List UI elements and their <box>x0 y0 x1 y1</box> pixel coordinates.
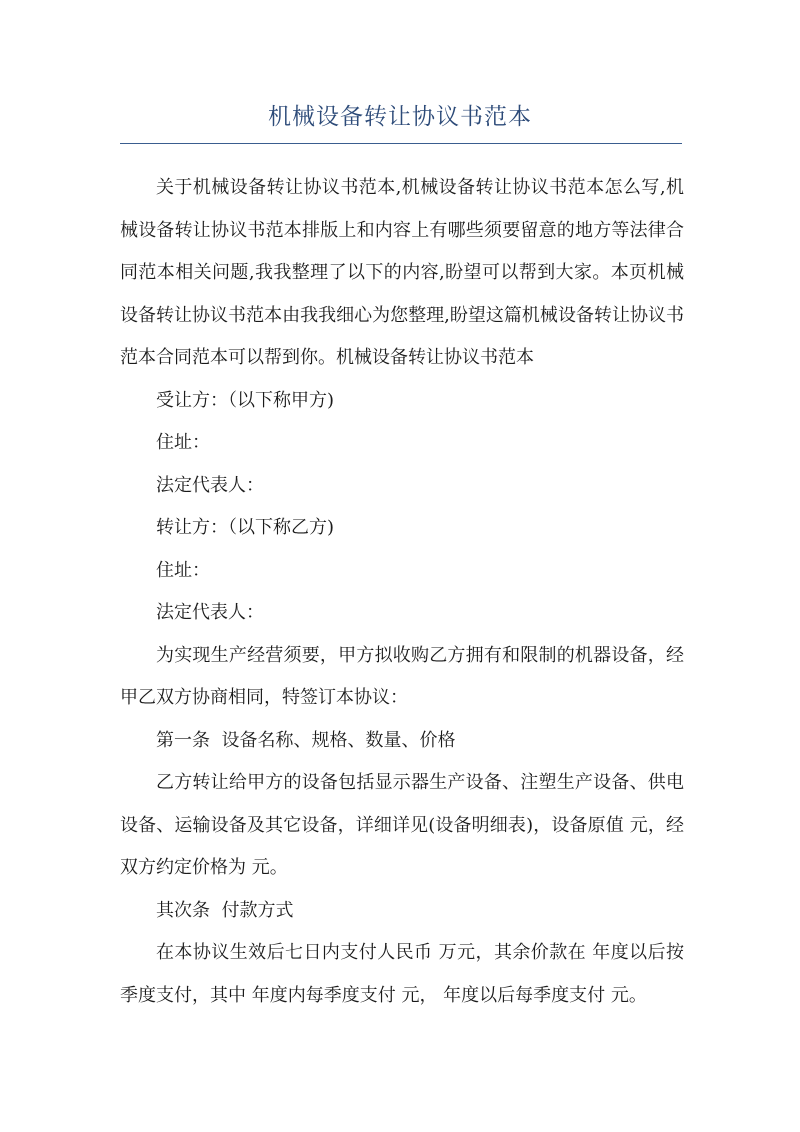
party-b-line: 转让方：（以下称乙方) <box>156 517 335 538</box>
intro-paragraph: 关于机械设备转让协议书范本,机械设备转让协议书范本怎么写,机械设备转让协议书范本排版上和内容上有哪些须要留意的地方等法律合同范本相关问题,我我整理了以下的内容,盼望可以帮到大家。本页机械设备转让协议书范本由我我细心为您整理,盼望这篇机械设备转让协议书范本合同范本可以帮到你。机械设备转让协议书范本 <box>120 177 684 368</box>
party-b-representative: 法定代表人： <box>156 602 264 623</box>
clause-2-body: 在本协议生效后七日内支付人民币 万元，其余价款在 年度以后按季度支付，其中 年度内每季度支付 元， 年度以后每季度支付 元。 <box>120 942 684 1006</box>
clause-2-title: 其次条 付款方式 <box>156 899 294 921</box>
party-a-address: 住址： <box>156 432 210 453</box>
title-underline <box>120 143 682 144</box>
party-a-representative: 法定代表人： <box>156 474 264 496</box>
party-b-address: 住址： <box>156 559 210 581</box>
document-title: 机械设备转让协议书范本 <box>268 104 532 130</box>
clause-1-body: 乙方转让给甲方的设备包括显示器生产设备、注塑生产设备、供电设备、运输设备及其它设备，详细详见(设备明细表)，设备原值 元，经双方约定价格为 元。 <box>120 772 684 878</box>
document-body <box>120 167 684 1017</box>
clause-1-title: 第一条 设备名称、规格、数量、价格 <box>156 729 456 751</box>
party-a-line: 受让方：（以下称甲方) <box>156 389 335 411</box>
purpose-paragraph: 为实现生产经营须要，甲方拟收购乙方拥有和限制的机器设备，经甲乙双方协商相同，特签订本协议： <box>120 644 684 708</box>
